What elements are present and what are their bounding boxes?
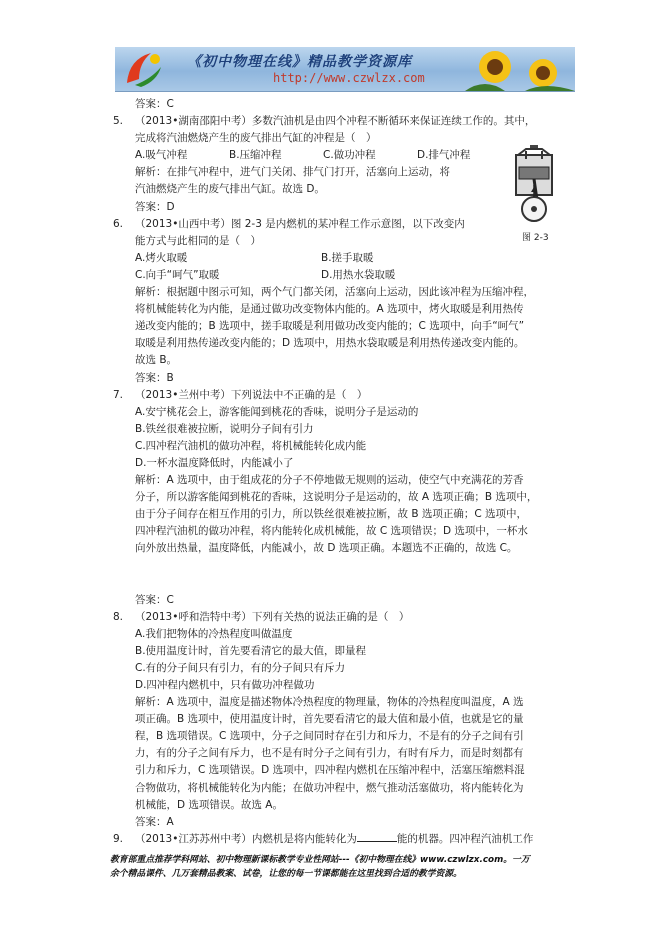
page-footer [110, 853, 570, 881]
answer-7: 答案：C [135, 593, 174, 606]
spacer [113, 558, 573, 592]
explanation: 故选 B。 [135, 354, 178, 367]
explanation: 汽油燃烧产生的废气排出气缸。故选 D。 [135, 183, 325, 196]
explanation: 解析：根据题中图示可知，两个气门都关闭，活塞向上运动，因此该冲程为压缩冲程， [135, 286, 534, 299]
answer-8: 答案：A [135, 815, 174, 828]
answer-5: 答案：D [135, 200, 175, 213]
option-d: D.四冲程内燃机中，只有做功冲程做功 [135, 679, 315, 691]
banner-title: 《初中物理在线》精品教学资源库 [187, 54, 412, 70]
question-text: （2013•湖南邵阳中考）多数汽油机是由四个冲程不断循环来保证连续工作的。其中， [135, 115, 536, 128]
option-d: D.一杯水温度降低时，内能减小了 [135, 456, 294, 469]
explanation: 解析：在排气冲程中，进气门关闭、排气门打开，活塞向上运动，将 [135, 166, 450, 179]
option-b: B.压缩冲程 [229, 149, 282, 162]
banner-url[interactable]: http://www.czwlzx.com [273, 71, 425, 85]
option-b: B.使用温度计时，首先要看清它的最大值，即量程 [135, 644, 367, 657]
question-number: 5. [113, 115, 124, 128]
option-a: A.我们把物体的冷热程度叫做温度 [135, 627, 293, 640]
explanation: 四冲程汽油机的做功冲程，将内能转化成机械能，故 C 选项错误；D 选项中，一杯水 [135, 525, 528, 538]
footer-line: 教育部重点推荐学科网站、初中物理新课标教学专业性网站---《初中物理在线》www.czwlzx.com。一万 [110, 855, 530, 865]
explanation: 由于分子间存在相互作用的引力，所以铁丝很难被拉断，故 B 选项正确；C 选项中， [135, 508, 528, 521]
site-logo-icon [121, 49, 165, 89]
answer-4: 答案：C [135, 98, 174, 110]
explanation: 力，有的分子之间有斥力，也不是有时分子之间有引力，有时有斥力，而是时刻都有 [135, 747, 524, 760]
answer-6: 答案：B [135, 371, 174, 384]
question-5 [113, 113, 573, 130]
question-number: 8. [113, 610, 124, 623]
question-number: 7. [113, 388, 124, 401]
option-a: A.安宁桃花会上，游客能闻到桃花的香味，说明分子是运动的 [135, 405, 419, 418]
explanation: 向外放出热量，温度降低，内能减小，故 D 选项正确。本题选不正确的，故选 C。 [135, 542, 518, 555]
question-9 [113, 831, 573, 848]
option-c: C.做功冲程 [323, 149, 376, 162]
explanation: 机械能，D 选项错误。故选 A。 [135, 798, 283, 811]
explanation: 分子，所以游客能闻到桃花的香味，这说明分子是运动的，故 A 选项正确；B 选项中， [135, 491, 538, 504]
option-a: A.烤火取暖 [135, 251, 188, 264]
explanation: 递改变内能的；B 选项中，搓手取暖是利用做功改变内能的；C 选项中，向手“呵气” [135, 320, 525, 333]
question-number: 9. [113, 832, 124, 845]
answer-blank [357, 831, 397, 842]
explanation: 程，B 选项错误。C 选项中，分子之间同时存在引力和斥力，不是有的分子之间有引 [135, 730, 524, 743]
question-text: （2013•呼和浩特中考）下列有关热的说法正确的是（ ） [135, 610, 410, 623]
footer-line: 余个精品课件、几万套精品教案、试卷，让您的每一节课都能在这里找到合适的教学资源。 [110, 869, 462, 879]
question-text: （2013•兰州中考）下列说法中不正确的是（ ） [135, 388, 368, 401]
explanation: 项正确。B 选项中，使用温度计时，首先要看清它的最大值和最小值，也就是它的量 [135, 713, 524, 726]
question-text: 能方式与此相同的是（ ） [135, 234, 261, 247]
question-number: 6. [113, 217, 124, 230]
options-row [113, 250, 573, 267]
question-text: 完成将汽油燃烧产生的废气排出气缸的冲程是（ ） [135, 132, 377, 145]
question-8 [113, 609, 573, 626]
question-6 [113, 216, 573, 233]
option-b: B.搓手取暖 [321, 251, 374, 264]
engine-cylinder-diagram [508, 145, 560, 225]
document-body [113, 96, 573, 848]
option-b: B.铁丝很难被拉断，说明分子间有引力 [135, 422, 314, 435]
explanation: 解析：A 选项中，温度是描述物体冷热程度的物理量，物体的冷热程度叫温度，A 选 [135, 696, 524, 709]
question-text: 能的机器。四冲程汽油机工作 [396, 832, 534, 845]
option-d: D.用热水袋取暖 [321, 268, 396, 281]
site-banner [115, 47, 575, 92]
question-text: （2013•山西中考）图 2-3 是内燃机的某冲程工作示意图，以下改变内 [135, 217, 465, 230]
sunflower-image [465, 47, 575, 91]
options-row [113, 147, 573, 164]
option-a: A.吸气冲程 [135, 149, 188, 162]
figure-caption: 图 2-3 [522, 233, 549, 243]
option-d: D.排气冲程 [417, 149, 471, 162]
question-text: （2013•江苏苏州中考）内燃机是将内能转化为 [135, 832, 357, 845]
option-c: C.有的分子间只有引力，有的分子间只有斥力 [135, 661, 346, 674]
explanation: 取暖是利用热传递改变内能的；D 选项中，用热水袋取暖是利用热传递改变内能的。 [135, 337, 525, 350]
explanation: 引力和斥力，C 选项错误。D 选项中，四冲程内燃机在压缩冲程中，活塞压缩燃料混 [135, 764, 525, 777]
explanation: 解析：A 选项中，由于组成花的分子不停地做无规则的运动，使空气中充满花的芳香 [135, 474, 524, 487]
option-c: C.向手“呵气”取暖 [135, 268, 220, 281]
option-c: C.四冲程汽油机的做功冲程，将机械能转化成内能 [135, 439, 367, 452]
options-row [113, 267, 573, 284]
explanation: 合物做功，将机械能转化为内能；在做功冲程中，燃气推动活塞做功，将内能转化为 [135, 781, 524, 794]
question-7 [113, 387, 573, 404]
explanation: 将机械能转化为内能，是通过做功改变物体内能的。A 选项中，烤火取暖是利用热传 [135, 303, 524, 316]
